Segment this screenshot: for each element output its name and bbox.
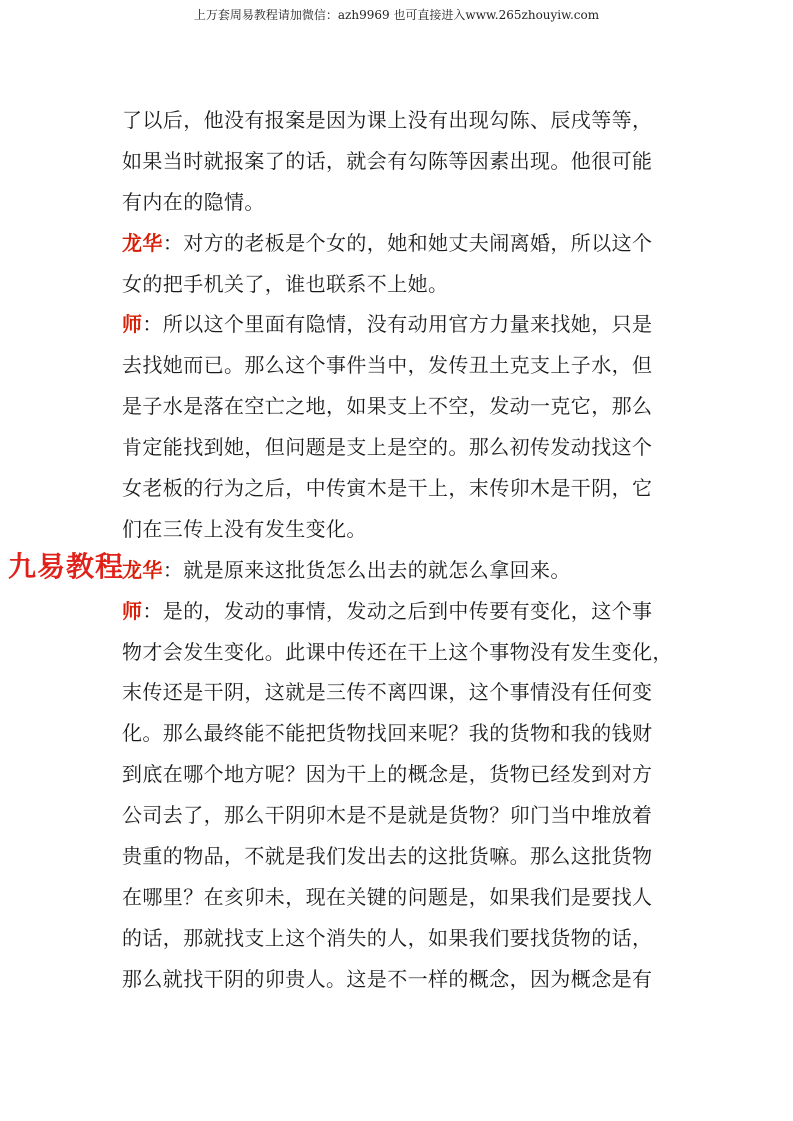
line-text: 在哪里？在亥卯未，现在关键的问题是，如果我们是要找人 xyxy=(122,884,653,909)
line-text: 们在三传上没有发生变化。 xyxy=(122,516,367,541)
line-text: 那么就找干阴的卯贵人。这是不一样的概念，因为概念是有 xyxy=(122,966,653,991)
watermark-logo: 九易教程 xyxy=(8,550,125,583)
line-text: 女老板的行为之后，中传寅木是干上，末传卯木是干阴，它 xyxy=(122,476,653,501)
line-text: 的话，那就找支上这个消失的人，如果我们要找货物的话， xyxy=(122,925,653,950)
text-line xyxy=(122,959,682,1000)
text-line xyxy=(122,550,682,591)
text-line xyxy=(122,836,682,877)
line-text: 肯定能找到她，但问题是支上是空的。那么初传发动找这个 xyxy=(122,435,653,460)
speaker-label: 龙华 xyxy=(122,230,163,255)
text-line xyxy=(122,345,682,386)
text-line xyxy=(122,918,682,959)
line-text: 化。那么最终能不能把货物找回来呢？我的货物和我的钱财 xyxy=(122,721,653,746)
line-text: ：对方的老板是个女的，她和她丈夫闹离婚，所以这个 xyxy=(162,230,653,255)
line-text: ：所以这个里面有隐情，没有动用官方力量来找她，只是 xyxy=(142,312,653,337)
line-text: 物才会发生变化。此课中传还在干上这个事物没有发生变化， xyxy=(122,639,673,664)
text-line xyxy=(122,182,682,223)
text-line xyxy=(122,713,682,754)
line-text: 女的把手机关了，谁也联系不上她。 xyxy=(122,271,449,296)
text-line xyxy=(122,672,682,713)
line-text: 到底在哪个地方呢？因为干上的概念是，货物已经发到对方 xyxy=(122,762,653,787)
line-text: 是子水是落在空亡之地，如果支上不空，发动一克它，那么 xyxy=(122,394,653,419)
line-text: 末传还是干阴，这就是三传不离四课，这个事情没有任何变 xyxy=(122,680,653,705)
line-text: ：是的，发动的事情，发动之后到中传要有变化，这个事 xyxy=(142,598,653,623)
line-text: 了以后，他没有报案是因为课上没有出现勾陈、辰戌等等， xyxy=(122,108,653,132)
text-line xyxy=(122,264,682,305)
text-line xyxy=(122,509,682,550)
speaker-label: 师 xyxy=(122,598,143,623)
text-line xyxy=(122,386,682,427)
page-header: 上万套周易教程请加微信：azh9969 也可直接进入www.265zhouyiw.com xyxy=(193,8,600,22)
line-text: 公司去了，那么干阴卯木是不是就是货物？卯门当中堆放着 xyxy=(122,803,653,828)
text-line xyxy=(122,223,682,264)
line-text: 有内在的隐情。 xyxy=(122,189,265,214)
line-text: 贵重的物品，不就是我们发出去的这批货嘛。那么这批货物 xyxy=(122,844,653,869)
text-line xyxy=(122,632,682,673)
line-text: ：就是原来这批货怎么出去的就怎么拿回来。 xyxy=(162,557,571,582)
text-line xyxy=(122,468,682,509)
text-line xyxy=(122,877,682,918)
text-line xyxy=(122,141,682,182)
text-line xyxy=(122,795,682,836)
text-line xyxy=(122,100,682,141)
speaker-label: 龙华 xyxy=(122,557,163,582)
speaker-label: 师 xyxy=(122,312,143,337)
document-body xyxy=(122,100,682,1000)
line-text: 如果当时就报案了的话，就会有勾陈等因素出现。他很可能 xyxy=(122,148,653,173)
text-line xyxy=(122,591,682,632)
text-line xyxy=(122,754,682,795)
text-line xyxy=(122,427,682,468)
line-text: 去找她而已。那么这个事件当中，发传丑土克支上子水，但 xyxy=(122,353,653,378)
text-line xyxy=(122,304,682,345)
